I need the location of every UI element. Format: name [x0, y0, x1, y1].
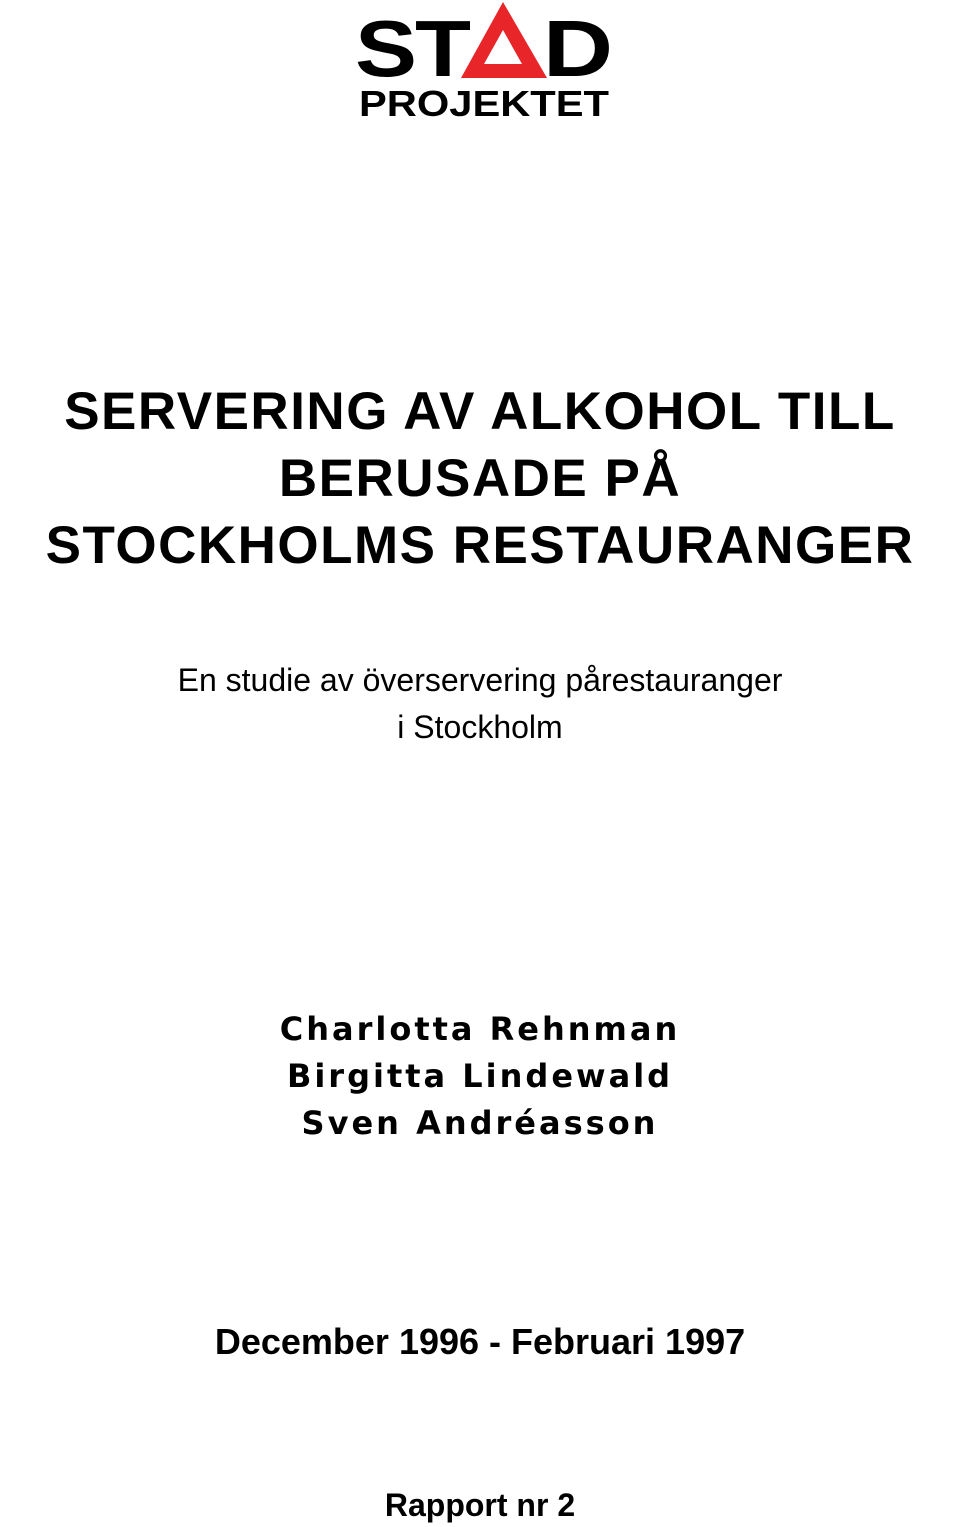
title-line-2: BERUSADE PÅ	[278, 449, 682, 508]
document-subtitle	[0, 657, 960, 751]
subtitle-line-2: i Stockholm	[397, 709, 563, 745]
document-title	[0, 378, 960, 579]
author-name: Sven Andréasson	[301, 1104, 659, 1142]
report-number: Rapport nr 2	[384, 1487, 576, 1523]
stad-projektet-logo	[355, 0, 615, 125]
svg-text:S: S	[355, 4, 417, 93]
publication-date: December 1996 - Februari 1997	[214, 1321, 746, 1362]
svg-text:T: T	[415, 4, 472, 93]
title-line-1: SERVERING AV ALKOHOL TILL	[64, 382, 896, 441]
author-name: Charlotta Rehnman	[279, 1010, 681, 1048]
author-name: Birgitta Lindewald	[286, 1057, 674, 1095]
svg-text:PROJEKTET: PROJEKTET	[359, 83, 609, 124]
author-list	[0, 1006, 960, 1147]
subtitle-line-1: En studie av överservering pårestauranger	[177, 662, 783, 698]
title-line-3: STOCKHOLMS RESTAURANGER	[45, 516, 915, 575]
svg-text:D: D	[543, 4, 613, 93]
